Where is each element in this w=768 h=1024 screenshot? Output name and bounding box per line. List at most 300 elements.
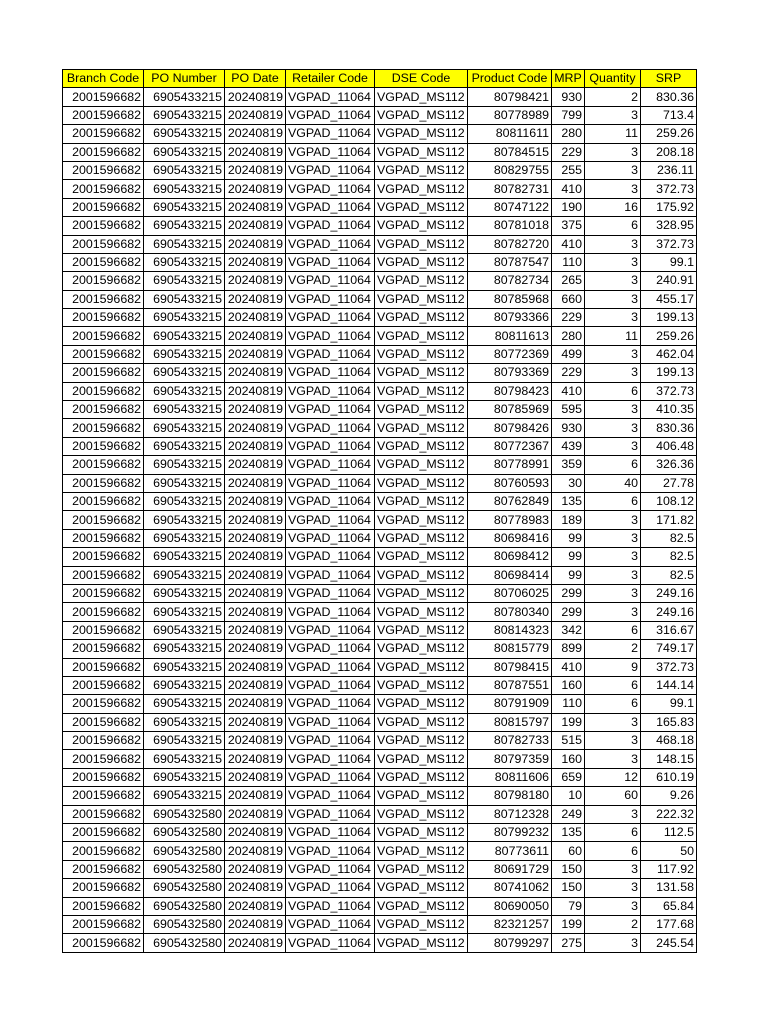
mrp-cell[interactable]: 659	[552, 768, 585, 786]
po-number-cell[interactable]: 6905433215	[144, 180, 225, 198]
branch-code-cell[interactable]: 2001596682	[63, 419, 144, 437]
po-number-cell[interactable]: 6905432580	[144, 824, 225, 842]
srp-cell[interactable]: 245.54	[641, 934, 697, 952]
quantity-cell[interactable]: 16	[585, 198, 641, 216]
mrp-cell[interactable]: 375	[552, 217, 585, 235]
retailer-code-cell[interactable]: VGPAD_11064	[286, 327, 375, 345]
mrp-cell[interactable]: 160	[552, 676, 585, 694]
retailer-code-cell[interactable]: VGPAD_11064	[286, 548, 375, 566]
dse-code-cell[interactable]: VGPAD_MS112	[375, 676, 468, 694]
branch-code-cell[interactable]: 2001596682	[63, 732, 144, 750]
dse-code-cell[interactable]: VGPAD_MS112	[375, 364, 468, 382]
retailer-code-cell[interactable]: VGPAD_11064	[286, 713, 375, 731]
po-date-cell[interactable]: 20240819	[225, 603, 286, 621]
mrp-cell[interactable]: 135	[552, 492, 585, 510]
po-number-cell[interactable]: 6905433215	[144, 253, 225, 271]
quantity-cell[interactable]: 3	[585, 603, 641, 621]
srp-cell[interactable]: 99.1	[641, 695, 697, 713]
retailer-code-cell[interactable]: VGPAD_11064	[286, 345, 375, 363]
product-code-cell[interactable]: 80829755	[468, 161, 552, 179]
quantity-cell[interactable]: 3	[585, 345, 641, 363]
quantity-cell[interactable]: 3	[585, 897, 641, 915]
srp-cell[interactable]: 249.16	[641, 603, 697, 621]
retailer-code-cell[interactable]: VGPAD_11064	[286, 934, 375, 952]
quantity-cell[interactable]: 3	[585, 309, 641, 327]
po-date-cell[interactable]: 20240819	[225, 474, 286, 492]
branch-code-cell[interactable]: 2001596682	[63, 548, 144, 566]
branch-code-cell[interactable]: 2001596682	[63, 272, 144, 290]
po-number-cell[interactable]: 6905433215	[144, 511, 225, 529]
branch-code-cell[interactable]: 2001596682	[63, 88, 144, 106]
po-number-cell[interactable]: 6905433215	[144, 732, 225, 750]
product-code-cell[interactable]: 80787551	[468, 676, 552, 694]
mrp-cell[interactable]: 660	[552, 290, 585, 308]
dse-code-cell[interactable]: VGPAD_MS112	[375, 603, 468, 621]
mrp-cell[interactable]: 160	[552, 750, 585, 768]
retailer-code-cell[interactable]: VGPAD_11064	[286, 695, 375, 713]
quantity-cell[interactable]: 3	[585, 272, 641, 290]
dse-code-cell[interactable]: VGPAD_MS112	[375, 125, 468, 143]
mrp-cell[interactable]: 229	[552, 364, 585, 382]
mrp-cell[interactable]: 499	[552, 345, 585, 363]
retailer-code-cell[interactable]: VGPAD_11064	[286, 143, 375, 161]
retailer-code-cell[interactable]: VGPAD_11064	[286, 235, 375, 253]
branch-code-cell[interactable]: 2001596682	[63, 640, 144, 658]
mrp-cell[interactable]: 930	[552, 419, 585, 437]
product-code-cell[interactable]: 80778989	[468, 106, 552, 124]
retailer-code-cell[interactable]: VGPAD_11064	[286, 161, 375, 179]
po-number-cell[interactable]: 6905432580	[144, 897, 225, 915]
dse-code-cell[interactable]: VGPAD_MS112	[375, 879, 468, 897]
product-code-cell[interactable]: 80698416	[468, 529, 552, 547]
product-code-cell[interactable]: 80781018	[468, 217, 552, 235]
product-code-cell[interactable]: 80798426	[468, 419, 552, 437]
quantity-cell[interactable]: 3	[585, 143, 641, 161]
dse-code-cell[interactable]: VGPAD_MS112	[375, 290, 468, 308]
branch-code-cell[interactable]: 2001596682	[63, 456, 144, 474]
srp-cell[interactable]: 259.26	[641, 125, 697, 143]
dse-code-cell[interactable]: VGPAD_MS112	[375, 180, 468, 198]
quantity-cell[interactable]: 6	[585, 492, 641, 510]
srp-cell[interactable]: 177.68	[641, 915, 697, 933]
po-date-cell[interactable]: 20240819	[225, 879, 286, 897]
srp-cell[interactable]: 199.13	[641, 364, 697, 382]
branch-code-cell[interactable]: 2001596682	[63, 750, 144, 768]
quantity-cell[interactable]: 3	[585, 566, 641, 584]
product-code-cell[interactable]: 80778983	[468, 511, 552, 529]
srp-cell[interactable]: 830.36	[641, 88, 697, 106]
product-code-cell[interactable]: 80698412	[468, 548, 552, 566]
dse-code-cell[interactable]: VGPAD_MS112	[375, 787, 468, 805]
branch-code-cell[interactable]: 2001596682	[63, 345, 144, 363]
mrp-cell[interactable]: 10	[552, 787, 585, 805]
quantity-cell[interactable]: 3	[585, 106, 641, 124]
po-date-cell[interactable]: 20240819	[225, 695, 286, 713]
po-number-cell[interactable]: 6905432580	[144, 934, 225, 952]
po-date-cell[interactable]: 20240819	[225, 143, 286, 161]
dse-code-cell[interactable]: VGPAD_MS112	[375, 640, 468, 658]
po-number-cell[interactable]: 6905433215	[144, 235, 225, 253]
po-number-cell[interactable]: 6905433215	[144, 492, 225, 510]
quantity-cell[interactable]: 6	[585, 676, 641, 694]
mrp-cell[interactable]: 299	[552, 584, 585, 602]
product-code-cell[interactable]: 80690050	[468, 897, 552, 915]
product-code-cell[interactable]: 80706025	[468, 584, 552, 602]
po-date-cell[interactable]: 20240819	[225, 235, 286, 253]
po-date-cell[interactable]: 20240819	[225, 566, 286, 584]
branch-code-cell[interactable]: 2001596682	[63, 161, 144, 179]
quantity-cell[interactable]: 9	[585, 658, 641, 676]
branch-code-cell[interactable]: 2001596682	[63, 676, 144, 694]
mrp-cell[interactable]: 189	[552, 511, 585, 529]
header-mrp[interactable]: MRP	[552, 70, 585, 88]
retailer-code-cell[interactable]: VGPAD_11064	[286, 217, 375, 235]
mrp-cell[interactable]: 342	[552, 621, 585, 639]
branch-code-cell[interactable]: 2001596682	[63, 897, 144, 915]
branch-code-cell[interactable]: 2001596682	[63, 584, 144, 602]
po-date-cell[interactable]: 20240819	[225, 584, 286, 602]
dse-code-cell[interactable]: VGPAD_MS112	[375, 382, 468, 400]
retailer-code-cell[interactable]: VGPAD_11064	[286, 290, 375, 308]
mrp-cell[interactable]: 150	[552, 879, 585, 897]
product-code-cell[interactable]: 80773611	[468, 842, 552, 860]
po-date-cell[interactable]: 20240819	[225, 658, 286, 676]
quantity-cell[interactable]: 6	[585, 621, 641, 639]
po-number-cell[interactable]: 6905433215	[144, 345, 225, 363]
po-date-cell[interactable]: 20240819	[225, 327, 286, 345]
mrp-cell[interactable]: 99	[552, 529, 585, 547]
po-date-cell[interactable]: 20240819	[225, 125, 286, 143]
quantity-cell[interactable]: 3	[585, 253, 641, 271]
po-number-cell[interactable]: 6905433215	[144, 437, 225, 455]
branch-code-cell[interactable]: 2001596682	[63, 143, 144, 161]
srp-cell[interactable]: 208.18	[641, 143, 697, 161]
dse-code-cell[interactable]: VGPAD_MS112	[375, 419, 468, 437]
po-number-cell[interactable]: 6905432580	[144, 879, 225, 897]
branch-code-cell[interactable]: 2001596682	[63, 713, 144, 731]
quantity-cell[interactable]: 6	[585, 824, 641, 842]
product-code-cell[interactable]: 80741062	[468, 879, 552, 897]
mrp-cell[interactable]: 275	[552, 934, 585, 952]
quantity-cell[interactable]: 6	[585, 695, 641, 713]
po-date-cell[interactable]: 20240819	[225, 621, 286, 639]
header-quantity[interactable]: Quantity	[585, 70, 641, 88]
po-number-cell[interactable]: 6905433215	[144, 768, 225, 786]
product-code-cell[interactable]: 80811611	[468, 125, 552, 143]
po-number-cell[interactable]: 6905433215	[144, 750, 225, 768]
retailer-code-cell[interactable]: VGPAD_11064	[286, 750, 375, 768]
srp-cell[interactable]: 171.82	[641, 511, 697, 529]
retailer-code-cell[interactable]: VGPAD_11064	[286, 621, 375, 639]
header-product-code[interactable]: Product Code	[468, 70, 552, 88]
header-dse-code[interactable]: DSE Code	[375, 70, 468, 88]
product-code-cell[interactable]: 80691729	[468, 860, 552, 878]
srp-cell[interactable]: 372.73	[641, 382, 697, 400]
po-number-cell[interactable]: 6905433215	[144, 713, 225, 731]
mrp-cell[interactable]: 280	[552, 125, 585, 143]
po-date-cell[interactable]: 20240819	[225, 750, 286, 768]
header-branch-code[interactable]: Branch Code	[63, 70, 144, 88]
branch-code-cell[interactable]: 2001596682	[63, 125, 144, 143]
po-date-cell[interactable]: 20240819	[225, 842, 286, 860]
srp-cell[interactable]: 199.13	[641, 309, 697, 327]
mrp-cell[interactable]: 439	[552, 437, 585, 455]
dse-code-cell[interactable]: VGPAD_MS112	[375, 474, 468, 492]
quantity-cell[interactable]: 3	[585, 750, 641, 768]
srp-cell[interactable]: 410.35	[641, 401, 697, 419]
dse-code-cell[interactable]: VGPAD_MS112	[375, 345, 468, 363]
po-date-cell[interactable]: 20240819	[225, 529, 286, 547]
po-date-cell[interactable]: 20240819	[225, 419, 286, 437]
product-code-cell[interactable]: 80799232	[468, 824, 552, 842]
po-date-cell[interactable]: 20240819	[225, 934, 286, 952]
po-number-cell[interactable]: 6905433215	[144, 364, 225, 382]
dse-code-cell[interactable]: VGPAD_MS112	[375, 253, 468, 271]
retailer-code-cell[interactable]: VGPAD_11064	[286, 401, 375, 419]
mrp-cell[interactable]: 190	[552, 198, 585, 216]
po-number-cell[interactable]: 6905433215	[144, 529, 225, 547]
quantity-cell[interactable]: 6	[585, 217, 641, 235]
branch-code-cell[interactable]: 2001596682	[63, 437, 144, 455]
po-date-cell[interactable]: 20240819	[225, 161, 286, 179]
product-code-cell[interactable]: 80782734	[468, 272, 552, 290]
product-code-cell[interactable]: 80698414	[468, 566, 552, 584]
quantity-cell[interactable]: 3	[585, 401, 641, 419]
po-date-cell[interactable]: 20240819	[225, 382, 286, 400]
srp-cell[interactable]: 9.26	[641, 787, 697, 805]
quantity-cell[interactable]: 2	[585, 640, 641, 658]
dse-code-cell[interactable]: VGPAD_MS112	[375, 529, 468, 547]
po-date-cell[interactable]: 20240819	[225, 787, 286, 805]
product-code-cell[interactable]: 80793369	[468, 364, 552, 382]
dse-code-cell[interactable]: VGPAD_MS112	[375, 860, 468, 878]
po-number-cell[interactable]: 6905433215	[144, 456, 225, 474]
retailer-code-cell[interactable]: VGPAD_11064	[286, 676, 375, 694]
quantity-cell[interactable]: 3	[585, 860, 641, 878]
product-code-cell[interactable]: 80797359	[468, 750, 552, 768]
product-code-cell[interactable]: 80815797	[468, 713, 552, 731]
quantity-cell[interactable]: 11	[585, 125, 641, 143]
po-date-cell[interactable]: 20240819	[225, 272, 286, 290]
srp-cell[interactable]: 462.04	[641, 345, 697, 363]
branch-code-cell[interactable]: 2001596682	[63, 603, 144, 621]
dse-code-cell[interactable]: VGPAD_MS112	[375, 327, 468, 345]
srp-cell[interactable]: 131.58	[641, 879, 697, 897]
mrp-cell[interactable]: 899	[552, 640, 585, 658]
po-date-cell[interactable]: 20240819	[225, 364, 286, 382]
srp-cell[interactable]: 144.14	[641, 676, 697, 694]
product-code-cell[interactable]: 80762849	[468, 492, 552, 510]
retailer-code-cell[interactable]: VGPAD_11064	[286, 658, 375, 676]
branch-code-cell[interactable]: 2001596682	[63, 879, 144, 897]
po-date-cell[interactable]: 20240819	[225, 217, 286, 235]
retailer-code-cell[interactable]: VGPAD_11064	[286, 106, 375, 124]
branch-code-cell[interactable]: 2001596682	[63, 695, 144, 713]
product-code-cell[interactable]: 80793366	[468, 309, 552, 327]
quantity-cell[interactable]: 3	[585, 732, 641, 750]
quantity-cell[interactable]: 6	[585, 382, 641, 400]
product-code-cell[interactable]: 80780340	[468, 603, 552, 621]
po-date-cell[interactable]: 20240819	[225, 860, 286, 878]
dse-code-cell[interactable]: VGPAD_MS112	[375, 437, 468, 455]
dse-code-cell[interactable]: VGPAD_MS112	[375, 713, 468, 731]
po-number-cell[interactable]: 6905433215	[144, 290, 225, 308]
srp-cell[interactable]: 27.78	[641, 474, 697, 492]
po-number-cell[interactable]: 6905433215	[144, 382, 225, 400]
quantity-cell[interactable]: 3	[585, 161, 641, 179]
branch-code-cell[interactable]: 2001596682	[63, 364, 144, 382]
retailer-code-cell[interactable]: VGPAD_11064	[286, 511, 375, 529]
branch-code-cell[interactable]: 2001596682	[63, 824, 144, 842]
dse-code-cell[interactable]: VGPAD_MS112	[375, 309, 468, 327]
srp-cell[interactable]: 82.5	[641, 566, 697, 584]
mrp-cell[interactable]: 150	[552, 860, 585, 878]
retailer-code-cell[interactable]: VGPAD_11064	[286, 529, 375, 547]
mrp-cell[interactable]: 299	[552, 603, 585, 621]
product-code-cell[interactable]: 82321257	[468, 915, 552, 933]
retailer-code-cell[interactable]: VGPAD_11064	[286, 897, 375, 915]
dse-code-cell[interactable]: VGPAD_MS112	[375, 915, 468, 933]
header-retailer-code[interactable]: Retailer Code	[286, 70, 375, 88]
branch-code-cell[interactable]: 2001596682	[63, 309, 144, 327]
po-date-cell[interactable]: 20240819	[225, 198, 286, 216]
po-number-cell[interactable]: 6905433215	[144, 566, 225, 584]
srp-cell[interactable]: 713.4	[641, 106, 697, 124]
po-number-cell[interactable]: 6905432580	[144, 860, 225, 878]
retailer-code-cell[interactable]: VGPAD_11064	[286, 842, 375, 860]
po-date-cell[interactable]: 20240819	[225, 456, 286, 474]
po-date-cell[interactable]: 20240819	[225, 676, 286, 694]
dse-code-cell[interactable]: VGPAD_MS112	[375, 401, 468, 419]
product-code-cell[interactable]: 80811613	[468, 327, 552, 345]
retailer-code-cell[interactable]: VGPAD_11064	[286, 456, 375, 474]
srp-cell[interactable]: 316.67	[641, 621, 697, 639]
srp-cell[interactable]: 117.92	[641, 860, 697, 878]
po-date-cell[interactable]: 20240819	[225, 805, 286, 823]
mrp-cell[interactable]: 410	[552, 382, 585, 400]
product-code-cell[interactable]: 80747122	[468, 198, 552, 216]
dse-code-cell[interactable]: VGPAD_MS112	[375, 511, 468, 529]
dse-code-cell[interactable]: VGPAD_MS112	[375, 768, 468, 786]
po-date-cell[interactable]: 20240819	[225, 253, 286, 271]
branch-code-cell[interactable]: 2001596682	[63, 180, 144, 198]
quantity-cell[interactable]: 3	[585, 437, 641, 455]
mrp-cell[interactable]: 930	[552, 88, 585, 106]
dse-code-cell[interactable]: VGPAD_MS112	[375, 492, 468, 510]
mrp-cell[interactable]: 110	[552, 253, 585, 271]
dse-code-cell[interactable]: VGPAD_MS112	[375, 217, 468, 235]
po-date-cell[interactable]: 20240819	[225, 309, 286, 327]
mrp-cell[interactable]: 280	[552, 327, 585, 345]
dse-code-cell[interactable]: VGPAD_MS112	[375, 548, 468, 566]
srp-cell[interactable]: 175.92	[641, 198, 697, 216]
dse-code-cell[interactable]: VGPAD_MS112	[375, 566, 468, 584]
product-code-cell[interactable]: 80811606	[468, 768, 552, 786]
quantity-cell[interactable]: 60	[585, 787, 641, 805]
po-number-cell[interactable]: 6905433215	[144, 198, 225, 216]
retailer-code-cell[interactable]: VGPAD_11064	[286, 603, 375, 621]
po-number-cell[interactable]: 6905433215	[144, 676, 225, 694]
quantity-cell[interactable]: 3	[585, 235, 641, 253]
retailer-code-cell[interactable]: VGPAD_11064	[286, 437, 375, 455]
product-code-cell[interactable]: 80791909	[468, 695, 552, 713]
po-number-cell[interactable]: 6905433215	[144, 548, 225, 566]
product-code-cell[interactable]: 80772369	[468, 345, 552, 363]
quantity-cell[interactable]: 3	[585, 419, 641, 437]
dse-code-cell[interactable]: VGPAD_MS112	[375, 805, 468, 823]
retailer-code-cell[interactable]: VGPAD_11064	[286, 309, 375, 327]
po-date-cell[interactable]: 20240819	[225, 437, 286, 455]
product-code-cell[interactable]: 80712328	[468, 805, 552, 823]
branch-code-cell[interactable]: 2001596682	[63, 621, 144, 639]
mrp-cell[interactable]: 515	[552, 732, 585, 750]
branch-code-cell[interactable]: 2001596682	[63, 768, 144, 786]
mrp-cell[interactable]: 410	[552, 180, 585, 198]
mrp-cell[interactable]: 249	[552, 805, 585, 823]
product-code-cell[interactable]: 80798423	[468, 382, 552, 400]
mrp-cell[interactable]: 595	[552, 401, 585, 419]
srp-cell[interactable]: 406.48	[641, 437, 697, 455]
srp-cell[interactable]: 165.83	[641, 713, 697, 731]
po-number-cell[interactable]: 6905432580	[144, 842, 225, 860]
dse-code-cell[interactable]: VGPAD_MS112	[375, 106, 468, 124]
retailer-code-cell[interactable]: VGPAD_11064	[286, 272, 375, 290]
srp-cell[interactable]: 468.18	[641, 732, 697, 750]
po-date-cell[interactable]: 20240819	[225, 732, 286, 750]
dse-code-cell[interactable]: VGPAD_MS112	[375, 235, 468, 253]
quantity-cell[interactable]: 3	[585, 290, 641, 308]
srp-cell[interactable]: 222.32	[641, 805, 697, 823]
mrp-cell[interactable]: 229	[552, 143, 585, 161]
retailer-code-cell[interactable]: VGPAD_11064	[286, 382, 375, 400]
srp-cell[interactable]: 326.36	[641, 456, 697, 474]
srp-cell[interactable]: 249.16	[641, 584, 697, 602]
dse-code-cell[interactable]: VGPAD_MS112	[375, 824, 468, 842]
branch-code-cell[interactable]: 2001596682	[63, 860, 144, 878]
quantity-cell[interactable]: 2	[585, 915, 641, 933]
branch-code-cell[interactable]: 2001596682	[63, 253, 144, 271]
quantity-cell[interactable]: 12	[585, 768, 641, 786]
product-code-cell[interactable]: 80815779	[468, 640, 552, 658]
retailer-code-cell[interactable]: VGPAD_11064	[286, 88, 375, 106]
po-date-cell[interactable]: 20240819	[225, 511, 286, 529]
srp-cell[interactable]: 99.1	[641, 253, 697, 271]
srp-cell[interactable]: 82.5	[641, 529, 697, 547]
quantity-cell[interactable]: 3	[585, 529, 641, 547]
srp-cell[interactable]: 65.84	[641, 897, 697, 915]
quantity-cell[interactable]: 3	[585, 548, 641, 566]
retailer-code-cell[interactable]: VGPAD_11064	[286, 584, 375, 602]
po-number-cell[interactable]: 6905433215	[144, 327, 225, 345]
mrp-cell[interactable]: 229	[552, 309, 585, 327]
srp-cell[interactable]: 328.95	[641, 217, 697, 235]
mrp-cell[interactable]: 60	[552, 842, 585, 860]
retailer-code-cell[interactable]: VGPAD_11064	[286, 860, 375, 878]
product-code-cell[interactable]: 80782720	[468, 235, 552, 253]
srp-cell[interactable]: 259.26	[641, 327, 697, 345]
mrp-cell[interactable]: 199	[552, 915, 585, 933]
po-number-cell[interactable]: 6905433215	[144, 474, 225, 492]
product-code-cell[interactable]: 80785968	[468, 290, 552, 308]
srp-cell[interactable]: 240.91	[641, 272, 697, 290]
po-date-cell[interactable]: 20240819	[225, 768, 286, 786]
mrp-cell[interactable]: 359	[552, 456, 585, 474]
po-date-cell[interactable]: 20240819	[225, 401, 286, 419]
po-number-cell[interactable]: 6905433215	[144, 125, 225, 143]
product-code-cell[interactable]: 80799297	[468, 934, 552, 952]
quantity-cell[interactable]: 3	[585, 364, 641, 382]
header-srp[interactable]: SRP	[641, 70, 697, 88]
